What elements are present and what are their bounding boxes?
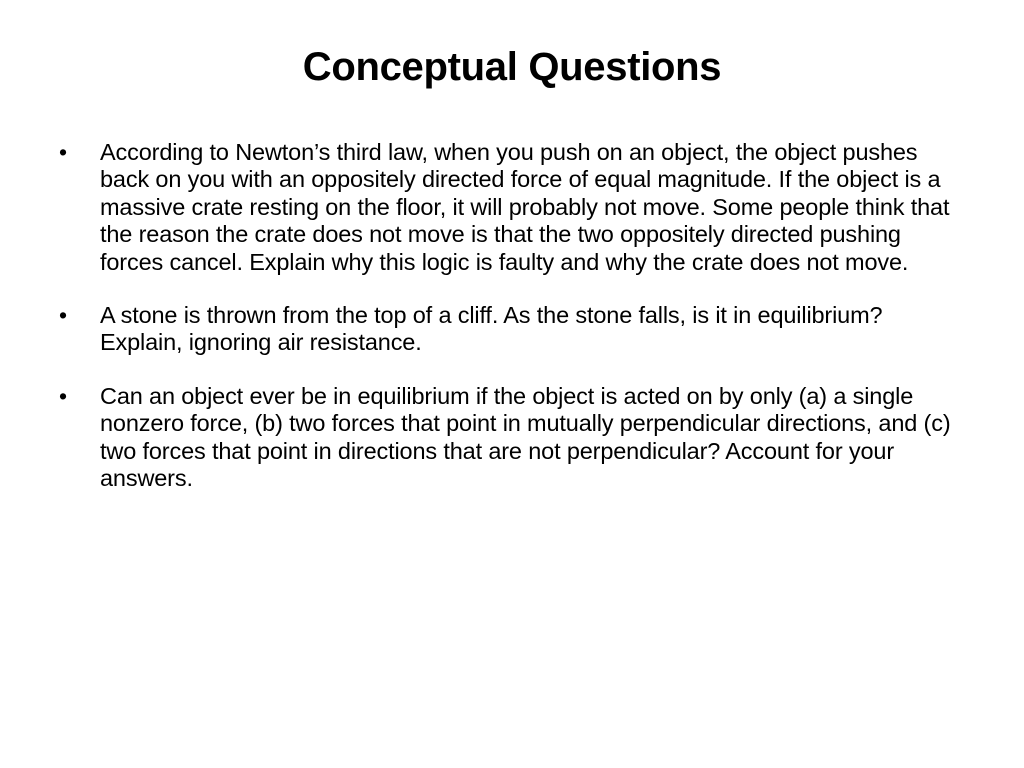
question-list — [0, 139, 1024, 518]
bullet-icon: • — [59, 302, 67, 329]
question-text-2: A stone is thrown from the top of a cliff. As the stone falls, is it in equilibrium? Explain, ignoring air resistance. — [100, 302, 883, 356]
question-item-3 — [0, 383, 970, 493]
question-text-1: According to Newton’s third law, when you push on an object, the object pushes back on you with an oppositely directed force of equal magnitude. If the object is a massive crate resting on the floor, it will probably not move. Some people think that the reason the crate does not move is that the two oppositely directed pushing forces cancel. Explain why this logic is faulty and why the crate does not move. — [100, 139, 950, 275]
question-item-2 — [0, 302, 970, 357]
question-item-1 — [0, 139, 970, 276]
bullet-icon: • — [59, 139, 67, 165]
slide-title: Conceptual Questions — [302, 45, 722, 89]
question-text-3: Can an object ever be in equilibrium if the object is acted on by only (a) a single nonzero force, (b) two forces that point in mutually perpendicular directions, and (c) two forces that point in directions that are not perpendicular? Account for your answers. — [100, 382, 951, 492]
bullet-icon: • — [59, 382, 67, 409]
